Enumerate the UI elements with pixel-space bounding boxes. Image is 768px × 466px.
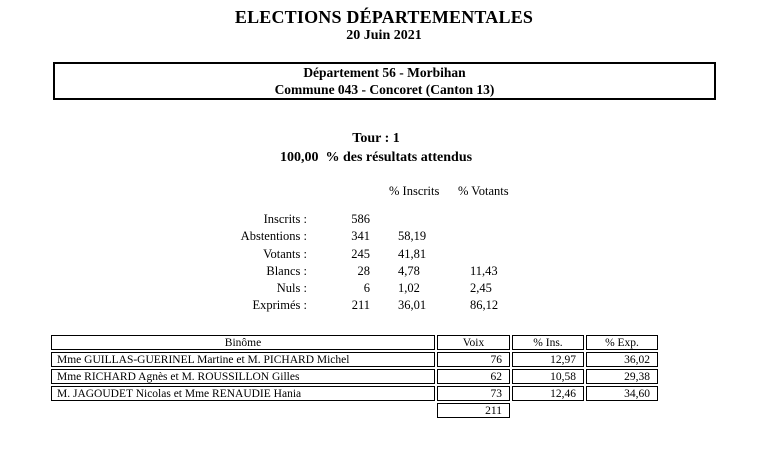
department-line: Département 56 - Morbihan bbox=[303, 65, 466, 80]
page-title: ELECTIONS DÉPARTEMENTALES bbox=[234, 7, 534, 27]
participation-row-abstentions bbox=[0, 228, 768, 245]
election-date: 20 Juin 2021 bbox=[346, 28, 422, 43]
stat-label: Abstentions : bbox=[240, 229, 307, 244]
participation-row-inscrits bbox=[0, 211, 768, 228]
results-row bbox=[51, 352, 658, 367]
stat-pct-inscrits: 58,19 bbox=[398, 229, 427, 244]
stat-pct-votants: 2,45 bbox=[470, 281, 492, 296]
pct-exp-cell: 29,38 bbox=[586, 369, 658, 384]
stat-pct-inscrits: 36,01 bbox=[398, 298, 427, 313]
col-header-pct-votants: % Votants bbox=[458, 184, 509, 198]
results-total-row bbox=[51, 403, 658, 418]
participation-table bbox=[0, 211, 768, 315]
stat-pct-inscrits: 1,02 bbox=[398, 281, 420, 296]
pct-ins-cell: 12,97 bbox=[512, 352, 584, 367]
results-row bbox=[51, 386, 658, 401]
stat-pct-votants: 86,12 bbox=[470, 298, 499, 313]
pct-ins-cell: 10,58 bbox=[512, 369, 584, 384]
col-header-binome: Binôme bbox=[51, 335, 435, 350]
voix-cell: 62 bbox=[437, 369, 510, 384]
commune-line: Commune 043 - Concoret (Canton 13) bbox=[274, 81, 495, 97]
participation-header bbox=[0, 184, 768, 198]
participation-row-exprimes bbox=[0, 297, 768, 314]
stat-pct-votants: 11,43 bbox=[470, 263, 498, 278]
stat-label: Exprimés : bbox=[252, 298, 307, 313]
binome-cell: Mme RICHARD Agnès et M. ROUSSILLON Gilles bbox=[51, 369, 435, 384]
empty-cell bbox=[586, 403, 658, 418]
stat-label: Blancs : bbox=[266, 263, 307, 278]
participation-row-votants bbox=[0, 246, 768, 263]
voix-cell: 76 bbox=[437, 352, 510, 367]
stat-count: 341 bbox=[351, 229, 370, 244]
stat-count: 586 bbox=[351, 212, 370, 226]
stat-count: 28 bbox=[357, 263, 370, 278]
col-header-pct-ins: % Ins. bbox=[512, 335, 584, 350]
results-table bbox=[49, 333, 660, 420]
stat-pct-inscrits: 41,81 bbox=[398, 246, 427, 261]
stat-label: Votants : bbox=[263, 246, 307, 261]
stat-count: 211 bbox=[351, 298, 370, 313]
round-info bbox=[0, 129, 752, 167]
results-progress: 100,00 % des résultats attendus bbox=[279, 150, 473, 165]
stat-label: Nuls : bbox=[276, 281, 307, 296]
col-header-pct-exp: % Exp. bbox=[586, 335, 658, 350]
col-header-voix: Voix bbox=[437, 335, 510, 350]
pct-exp-cell: 34,60 bbox=[586, 386, 658, 401]
binome-cell: M. JAGOUDET Nicolas et Mme RENAUDIE Hania bbox=[51, 386, 435, 401]
stat-count: 6 bbox=[363, 281, 370, 296]
stat-label: Inscrits : bbox=[263, 212, 307, 226]
participation-row-blancs bbox=[0, 263, 768, 280]
pct-exp-cell: 36,02 bbox=[586, 352, 658, 367]
stat-pct-inscrits: 4,78 bbox=[398, 263, 420, 278]
stat-count: 245 bbox=[351, 246, 370, 261]
participation-row-nuls bbox=[0, 280, 768, 297]
empty-cell bbox=[51, 403, 435, 418]
voix-cell: 73 bbox=[437, 386, 510, 401]
empty-cell bbox=[512, 403, 584, 418]
total-voix-cell: 211 bbox=[437, 403, 510, 418]
location-box bbox=[53, 62, 716, 100]
binome-cell: Mme GUILLAS-GUERINEL Martine et M. PICHARD Michel bbox=[51, 352, 435, 367]
results-header-row bbox=[51, 335, 658, 350]
col-header-pct-inscrits: % Inscrits bbox=[389, 184, 440, 198]
tour-label: Tour : 1 bbox=[352, 131, 400, 146]
results-row bbox=[51, 369, 658, 384]
pct-ins-cell: 12,46 bbox=[512, 386, 584, 401]
